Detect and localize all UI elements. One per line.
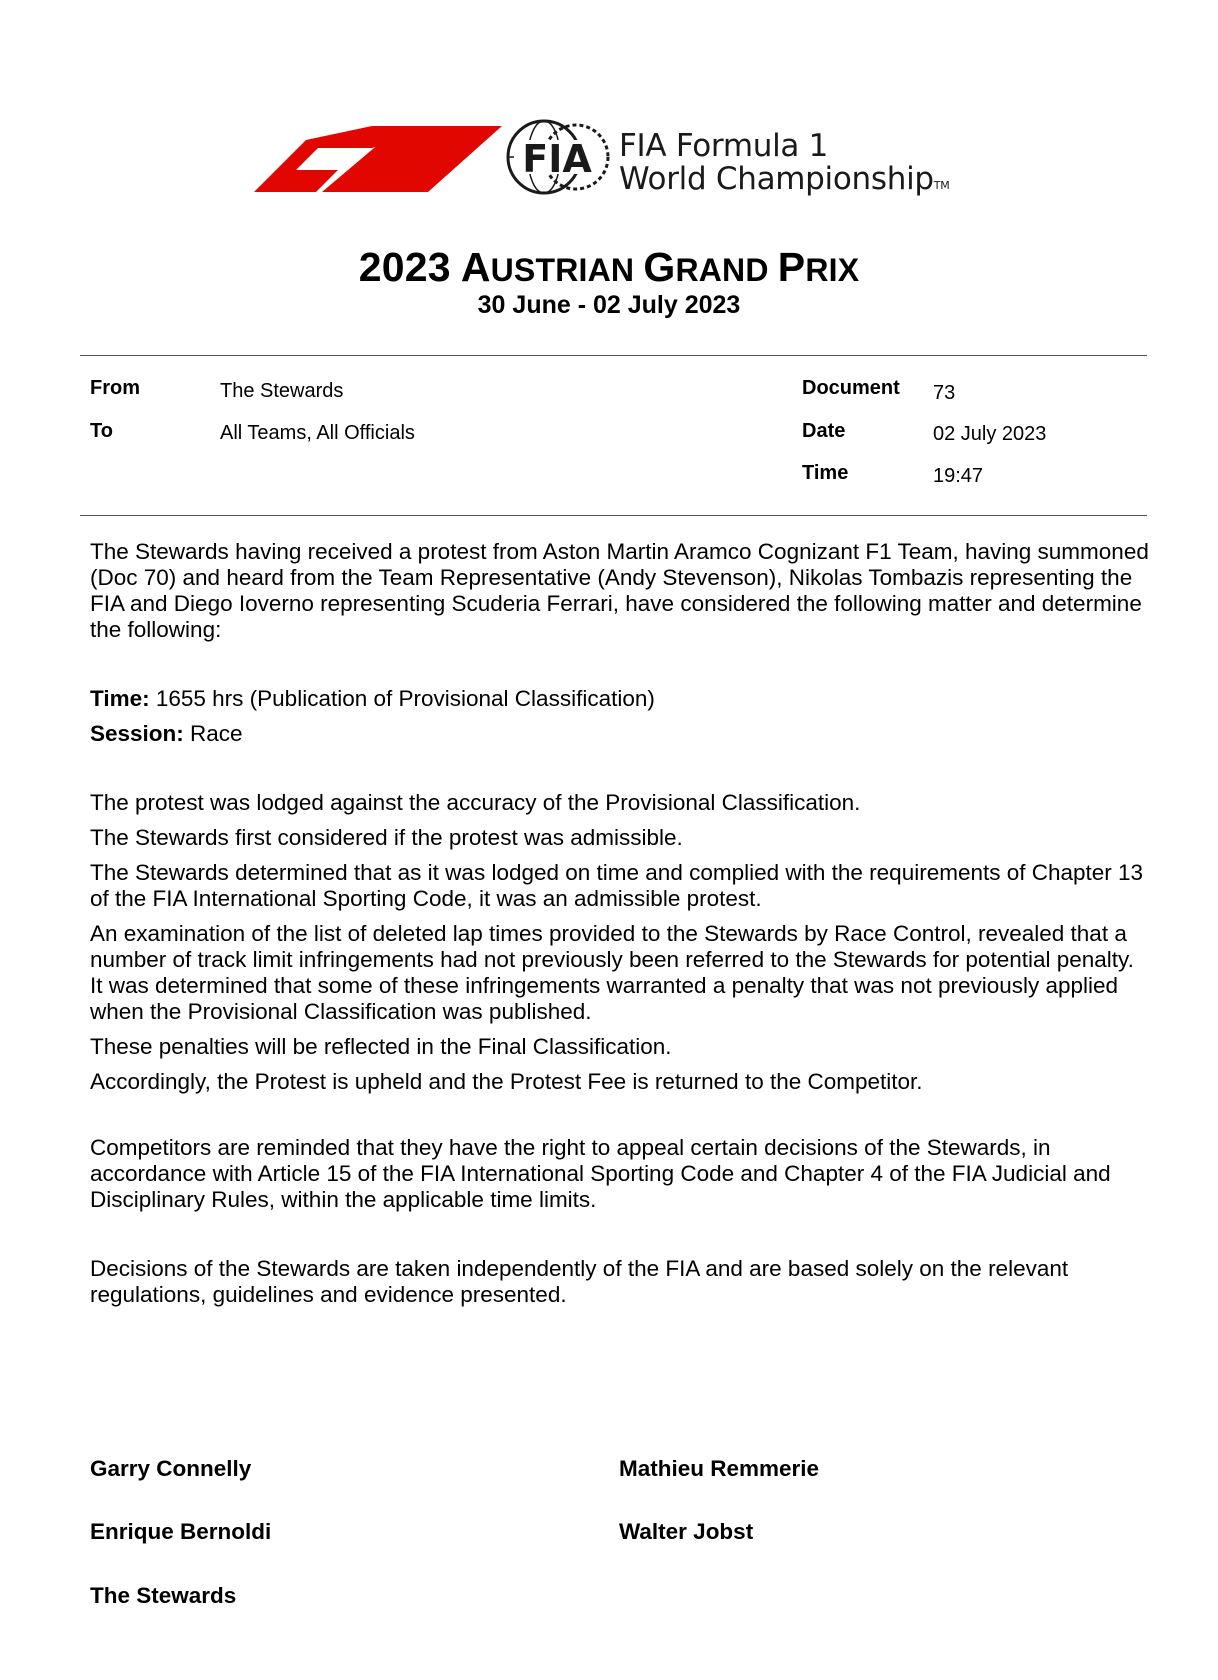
appeal-notice: Competitors are reminded that they have the right to appeal certain decisions of the Stewards, in accordance with Article 15 of the FIA International Sporting Code and Chapter 4 of the FIA Judicial and Disciplinary Rules, within the applicable time limits. <box>90 1135 1111 1212</box>
finding-item: An examination of the list of deleted lap times provided to the Stewards by Race Control, revealed that a number of track limit infringements had not previously been referred to the Stewards for potential penalty. It was determined that some of these infringements warranted a penalty that was not previously applied when the Provisional Classification was published. <box>90 921 1134 1024</box>
document-number: 73 <box>933 382 956 404</box>
from-label: From <box>90 377 140 399</box>
event-dates: 30 June - 02 July 2023 <box>477 291 741 319</box>
independence-notice: Decisions of the Stewards are taken independently of the FIA and are based solely on the relevant regulations, guidelines and evidence presented. <box>90 1256 1069 1307</box>
to-value: All Teams, All Officials <box>220 422 415 444</box>
from-value: The Stewards <box>220 380 344 402</box>
time-label: Time <box>802 462 849 484</box>
time-detail: Time: 1655 hrs (Publication of Provisional Classification) <box>90 686 655 711</box>
signatory-name: The Stewards <box>90 1583 237 1608</box>
trademark: TM <box>933 179 950 192</box>
signatory-name: Enrique Bernoldi <box>90 1519 272 1544</box>
event-title: 2023 AUSTRIAN GRAND PRIX <box>358 244 860 290</box>
fia-f1-logo <box>254 118 1014 203</box>
date-label: Date <box>802 420 846 442</box>
decision-details <box>90 686 1150 747</box>
findings <box>90 790 1150 1095</box>
finding-item: The protest was lodged against the accuracy of the Provisional Classification. <box>90 790 861 815</box>
finding-item: The Stewards determined that as it was lodged on time and complied with the requirements of Chapter 13 of the FIA International Sporting Code, it was an admissible protest. <box>90 860 1144 911</box>
document-label: Document <box>802 377 900 399</box>
session-detail: Session: Race <box>90 721 243 746</box>
svg-text:FIA: FIA <box>522 137 592 181</box>
header-divider-bottom <box>80 515 1147 516</box>
date-value: 02 July 2023 <box>933 423 1047 445</box>
signatory-name: Garry Connelly <box>90 1456 252 1481</box>
header-divider-top <box>80 355 1147 356</box>
signatory-name: Mathieu Remmerie <box>619 1456 820 1481</box>
finding-item: The Stewards first considered if the protest was admissible. <box>90 825 683 850</box>
championship-wordmark <box>619 130 949 202</box>
finding-item: These penalties will be reflected in the Final Classification. <box>90 1034 672 1059</box>
to-label: To <box>90 420 113 442</box>
intro-paragraph: The Stewards having received a protest from Aston Martin Aramco Cognizant F1 Team, having summoned (Doc 70) and heard from the Team Representative (Andy Stevenson), Nikolas Tombazis representing the FIA and Diego Ioverno representing Scuderia Ferrari, have considered the following matter and determine the following: <box>90 539 1149 642</box>
fia-globe-icon <box>504 118 614 196</box>
signatory-name: Walter Jobst <box>619 1519 754 1544</box>
f1-logo-icon <box>254 126 504 192</box>
wordmark-line1: FIA Formula 1 <box>619 128 829 164</box>
wordmark-line2: World Championship <box>619 161 934 197</box>
finding-item: Accordingly, the Protest is upheld and the Protest Fee is returned to the Competitor. <box>90 1069 923 1094</box>
time-value: 19:47 <box>933 465 984 487</box>
